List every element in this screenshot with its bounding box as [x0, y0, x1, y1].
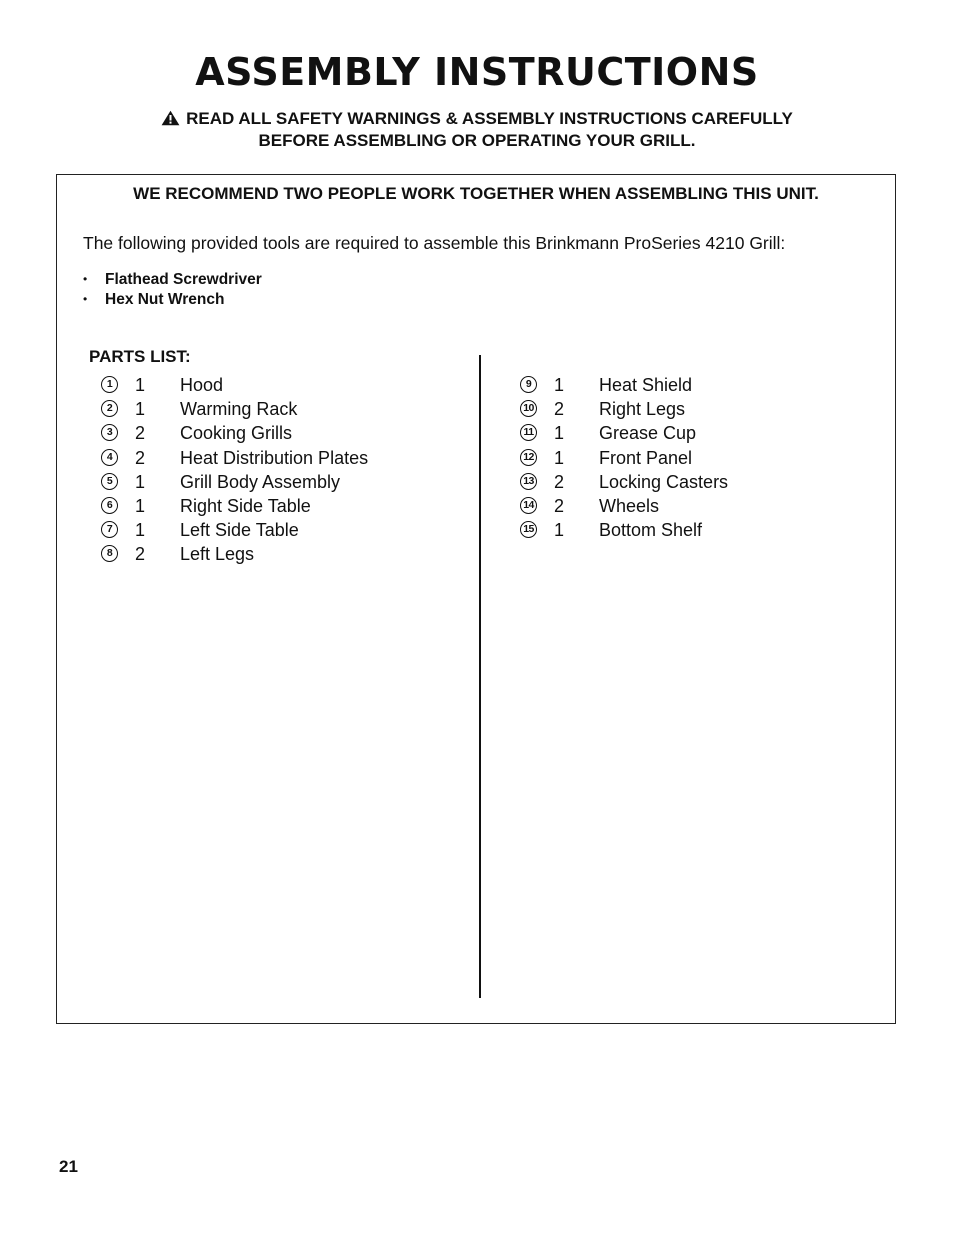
part-name: Right Side Table — [180, 495, 311, 516]
part-quantity: 2 — [554, 471, 565, 492]
part-number-badge: 12 — [520, 449, 537, 466]
tool-item — [83, 289, 262, 309]
part-name: Warming Rack — [180, 399, 298, 420]
part-name: Wheels — [599, 495, 660, 516]
part-quantity: 1 — [554, 520, 565, 541]
part-name: Grill Body Assembly — [180, 471, 341, 492]
part-quantity: 1 — [135, 495, 146, 516]
part-name: Heat Distribution Plates — [180, 447, 369, 468]
tools-list — [83, 269, 262, 309]
part-name: Front Panel — [599, 447, 693, 468]
warning-line-1 — [0, 108, 954, 130]
part-number-badge: 3 — [101, 424, 118, 441]
part-quantity: 2 — [135, 447, 146, 468]
part-quantity: 1 — [135, 375, 146, 395]
column-divider — [479, 355, 481, 998]
part-name: Heat Shield — [599, 375, 693, 395]
part-number-badge: 9 — [520, 376, 537, 393]
part-quantity: 2 — [554, 495, 565, 516]
part-quantity: 1 — [554, 447, 565, 468]
part-name: Locking Casters — [599, 471, 729, 492]
recommendation-text: WE RECOMMEND TWO PEOPLE WORK TOGETHER WHEN ASSEMBLING THIS UNIT. — [133, 184, 819, 203]
page-title: ASSEMBLY INSTRUCTIONS — [195, 50, 759, 94]
warning-triangle-icon — [161, 110, 180, 126]
bullet-icon: • — [83, 292, 88, 306]
part-quantity: 1 — [135, 471, 146, 492]
part-number-badge: 14 — [520, 497, 537, 514]
warning-text-line-2: BEFORE ASSEMBLING OR OPERATING YOUR GRILL. — [258, 131, 696, 150]
tool-label: Hex Nut Wrench — [105, 291, 225, 308]
safety-warning — [0, 108, 954, 152]
part-name: Hood — [180, 375, 224, 395]
part-number-badge: 10 — [520, 400, 537, 417]
part-quantity: 1 — [554, 423, 565, 444]
part-quantity: 2 — [135, 423, 146, 444]
tool-label: Flathead Screwdriver — [105, 271, 262, 288]
parts-list-heading: PARTS LIST: — [89, 347, 191, 366]
part-number-badge: 7 — [101, 521, 118, 538]
part-name: Right Legs — [599, 399, 686, 420]
part-quantity: 2 — [554, 399, 565, 420]
part-number-badge: 4 — [101, 449, 118, 466]
part-quantity: 1 — [135, 520, 146, 541]
part-number-badge: 13 — [520, 473, 537, 490]
part-number-badge: 5 — [101, 473, 118, 490]
part-number-badge: 6 — [101, 497, 118, 514]
part-name: Cooking Grills — [180, 423, 293, 444]
part-name: Bottom Shelf — [599, 520, 703, 541]
part-number-badge: 1 — [101, 376, 118, 393]
part-quantity: 1 — [554, 375, 565, 395]
tool-item — [83, 269, 262, 289]
part-number-badge: 2 — [101, 400, 118, 417]
page-number: 21 — [59, 1157, 78, 1176]
part-quantity: 1 — [135, 399, 146, 420]
tools-intro: The following provided tools are required to assemble this Brinkmann ProSeries 4210 Grill: — [83, 233, 786, 253]
part-number-badge: 11 — [520, 424, 537, 441]
part-number-badge: 15 — [520, 521, 537, 538]
part-name: Left Side Table — [180, 520, 299, 541]
part-name: Left Legs — [180, 544, 255, 565]
instructions-box — [56, 174, 896, 1024]
part-name: Grease Cup — [599, 423, 697, 444]
warning-text-line-1: READ ALL SAFETY WARNINGS & ASSEMBLY INSTRUCTIONS CAREFULLY — [186, 109, 793, 128]
part-quantity: 2 — [135, 544, 146, 565]
part-number-badge: 8 — [101, 545, 118, 562]
bullet-icon: • — [83, 272, 88, 286]
